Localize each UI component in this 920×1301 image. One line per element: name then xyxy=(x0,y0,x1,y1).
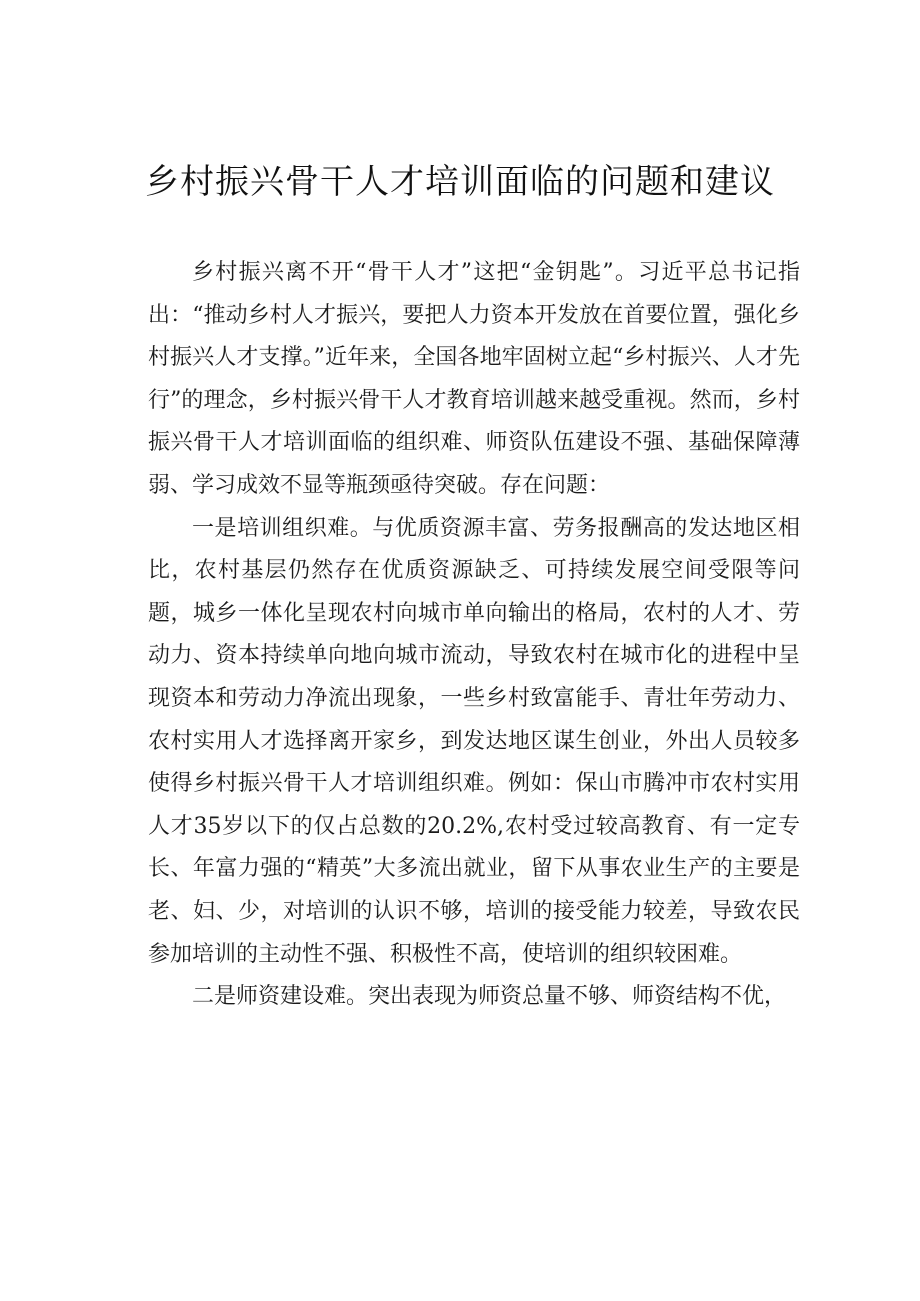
document-title: 乡村振兴骨干人才培训面临的问题和建议 xyxy=(145,162,775,202)
paragraph-teacher-building: 二是师资建设难。突出表现为师资总量不够、师资结构不优， xyxy=(192,984,787,1010)
paragraph-training-organization: 一是培训组织难。与优质资源丰富、劳务报酬高的发达地区相比，农村基层仍然存在优质资源缺乏、可持续发展空间受限等问题，城乡一体化呈现农村向城市单向输出的格局，农村的人才、劳动力、资本持续单向地向城市流动，导致农村在城市化的进程中呈现资本和劳动力净流出现象，一些乡村致富能手、青壮年劳动力、农村实用人才选择离开家乡，到发达地区谋生创业，外出人员较多使得乡村振兴骨干人才培训组织难。例如：保山市腾冲市农村实用人才35岁以下的仅占总数的20.2%,农村受过较高教育、有一定专长、年富力强的“精英”大多流出就业，留下从事农业生产的主要是老、妇、少，对培训的认识不够，培训的接受能力较差，导致农民参加培训的主动性不强、积极性不高，使培训的组织较困难。 xyxy=(148,515,800,967)
paragraph-intro: 乡村振兴离不开“骨干人才”这把“金钥匙”。习近平总书记指出：“推动乡村人才振兴，要把人力资本开发放在首要位置，强化乡村振兴人才支撑。”近年来，全国各地牢固树立起“乡村振兴、人才先行”的理念，乡村振兴骨干人才教育培训越来越受重视。然而，乡村振兴骨干人才培训面临的组织难、师资队伍建设不强、基础保障薄弱、学习成效不显等瓶颈亟待突破。存在问题： xyxy=(148,260,800,498)
document-body xyxy=(148,252,800,1019)
